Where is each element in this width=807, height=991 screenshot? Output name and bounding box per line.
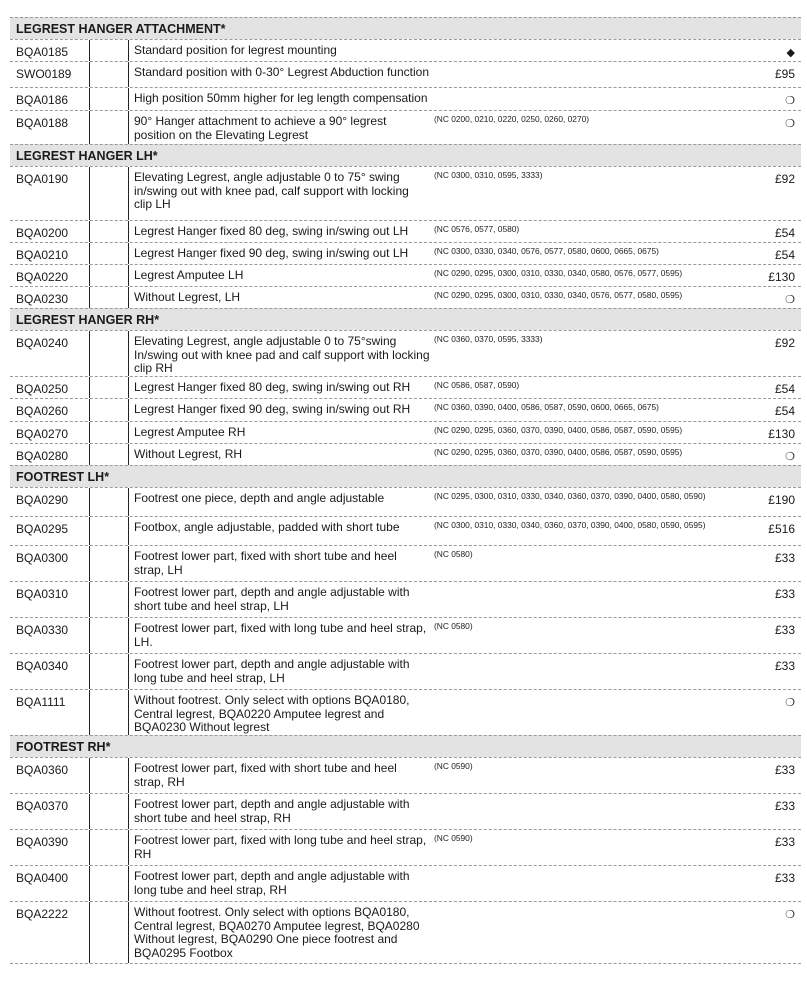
option-row [10, 87, 801, 110]
option-code: BQA0270 [16, 427, 69, 441]
not-compatible-note: (NC 0576, 0577, 0580) [434, 224, 520, 234]
option-description: Standard position with 0-30° Legrest Abduction function [134, 65, 429, 79]
option-description: Footrest one piece, depth and angle adjustable [134, 491, 385, 505]
section-header: FOOTREST LH* [10, 465, 801, 487]
option-row [10, 516, 801, 545]
option-code: BQA0330 [16, 623, 69, 637]
option-price: £54 [774, 226, 795, 240]
selection-checkbox[interactable] [89, 444, 129, 465]
option-price: £516 [768, 522, 795, 536]
option-code: BQA0300 [16, 551, 69, 565]
option-row [10, 793, 801, 829]
not-compatible-note: (NC 0200, 0210, 0220, 0250, 0260, 0270) [434, 114, 590, 124]
not-compatible-note: (NC 0290, 0295, 0300, 0310, 0330, 0340, 0580, 0576, 0577, 0595) [434, 268, 683, 278]
not-compatible-note: (NC 0295, 0300, 0310, 0330, 0340, 0360, 0370, 0390, 0400, 0580, 0590) [434, 491, 706, 501]
not-compatible-note: (NC 0360, 0390, 0400, 0586, 0587, 0590, 0600, 0665, 0675) [434, 402, 659, 412]
option-row [10, 581, 801, 617]
option-description: Footrest lower part, fixed with short tube and heel strap, LH [134, 549, 397, 577]
option-code: BQA0295 [16, 522, 69, 536]
option-code: BQA0340 [16, 659, 69, 673]
selection-checkbox[interactable] [89, 690, 129, 735]
option-price: £33 [774, 551, 795, 565]
not-compatible-note: (NC 0300, 0330, 0340, 0576, 0577, 0580, 0600, 0665, 0675) [434, 246, 659, 256]
option-description: Footbox, angle adjustable, padded with short tube [134, 520, 400, 534]
option-row [10, 443, 801, 465]
selection-checkbox[interactable] [89, 582, 129, 617]
selection-checkbox[interactable] [89, 62, 129, 87]
not-compatible-note: (NC 0580) [434, 549, 473, 559]
option-row [10, 220, 801, 242]
not-compatible-note: (NC 0360, 0370, 0595, 3333) [434, 334, 543, 344]
option-description: Legrest Hanger fixed 90 deg, swing in/swing out LH [134, 246, 409, 260]
not-compatible-note: (NC 0300, 0310, 0330, 0340, 0360, 0370, 0390, 0400, 0580, 0590, 0595) [434, 520, 706, 530]
selection-checkbox[interactable] [89, 111, 129, 144]
not-compatible-note: (NC 0586, 0587, 0590) [434, 380, 520, 390]
option-code: BQA0290 [16, 493, 69, 507]
table-end-rule [10, 963, 801, 964]
option-description: Legrest Amputee RH [134, 425, 246, 439]
selection-checkbox[interactable] [89, 287, 129, 308]
option-code: BQA1111 [16, 695, 66, 709]
option-code: SWO0189 [16, 67, 72, 81]
selection-checkbox[interactable] [89, 331, 129, 376]
availability-symbol: ❍ [785, 697, 795, 709]
option-code: BQA0310 [16, 587, 69, 601]
option-row [10, 39, 801, 61]
option-code: BQA0185 [16, 45, 69, 59]
option-price: £54 [774, 404, 795, 418]
option-price: £190 [768, 493, 795, 507]
option-price: £33 [774, 835, 795, 849]
option-row [10, 330, 801, 376]
option-price: £130 [768, 427, 795, 441]
option-row [10, 829, 801, 865]
option-row [10, 653, 801, 689]
option-row [10, 901, 801, 963]
selection-checkbox[interactable] [89, 265, 129, 286]
selection-checkbox[interactable] [89, 654, 129, 689]
selection-checkbox[interactable] [89, 422, 129, 443]
availability-symbol: ❍ [785, 451, 795, 463]
selection-checkbox[interactable] [89, 488, 129, 516]
selection-checkbox[interactable] [89, 40, 129, 61]
option-code: BQA0230 [16, 292, 69, 306]
option-row [10, 757, 801, 793]
selection-checkbox[interactable] [89, 618, 129, 653]
option-description: Legrest Hanger fixed 90 deg, swing in/swing out RH [134, 402, 411, 416]
option-row [10, 421, 801, 443]
option-description: Elevating Legrest, angle adjustable 0 to 75°swing In/swing out with knee pad and calf support with locking clip RH [134, 334, 430, 376]
option-code: BQA0250 [16, 382, 69, 396]
option-code: BQA0370 [16, 799, 69, 813]
option-row [10, 376, 801, 398]
option-description: Standard position for legrest mounting [134, 43, 337, 57]
option-description: Legrest Hanger fixed 80 deg, swing in/swing out RH [134, 380, 411, 394]
option-price: £33 [774, 763, 795, 777]
availability-symbol: ❍ [785, 118, 795, 130]
option-description: Without footrest. Only select with options BQA0180, Central legrest, BQA0270 Amputee legrest, BQA0280 Without legrest, BQA0290 One piece footrest and BQA0295 Footbox [134, 905, 420, 960]
option-row [10, 61, 801, 87]
option-code: BQA0200 [16, 226, 69, 240]
option-description: Without Legrest, RH [134, 447, 243, 461]
option-description: 90° Hanger attachment to achieve a 90° legrest position on the Elevating Legrest [134, 114, 387, 142]
section-header: LEGREST HANGER RH* [10, 308, 801, 330]
selection-checkbox[interactable] [89, 243, 129, 264]
option-description: Footrest lower part, depth and angle adjustable with long tube and heel strap, LH [134, 657, 410, 685]
not-compatible-note: (NC 0590) [434, 833, 473, 843]
option-price: £54 [774, 248, 795, 262]
option-code: BQA0260 [16, 404, 69, 418]
not-compatible-note: (NC 0290, 0295, 0300, 0310, 0330, 0340, 0576, 0577, 0580, 0595) [434, 290, 683, 300]
option-code: BQA0400 [16, 871, 69, 885]
option-price: £33 [774, 799, 795, 813]
section-header: LEGREST HANGER ATTACHMENT* [10, 17, 801, 39]
option-row [10, 110, 801, 144]
availability-symbol: ❍ [785, 909, 795, 921]
option-code: BQA0188 [16, 116, 69, 130]
options-table [10, 17, 801, 964]
section-header: FOOTREST RH* [10, 735, 801, 757]
option-row [10, 487, 801, 516]
option-price: £92 [774, 336, 795, 350]
selection-checkbox[interactable] [89, 377, 129, 398]
option-row [10, 264, 801, 286]
selection-checkbox[interactable] [89, 794, 129, 829]
option-description: Footrest lower part, fixed with long tube and heel strap, LH. [134, 621, 427, 649]
availability-symbol: ◆ [786, 47, 795, 59]
option-code: BQA0186 [16, 93, 69, 107]
selection-checkbox[interactable] [89, 866, 129, 901]
option-price: £130 [768, 270, 795, 284]
option-price: £33 [774, 623, 795, 637]
option-row [10, 398, 801, 421]
selection-checkbox[interactable] [89, 517, 129, 545]
selection-checkbox[interactable] [89, 830, 129, 865]
option-description: Footrest lower part, fixed with short tube and heel strap, RH [134, 761, 397, 789]
option-code: BQA0390 [16, 835, 69, 849]
option-row [10, 286, 801, 308]
option-description: Footrest lower part, depth and angle adjustable with long tube and heel strap, RH [134, 869, 410, 897]
option-description: Footrest lower part, depth and angle adjustable with short tube and heel strap, LH [134, 585, 410, 613]
selection-checkbox[interactable] [89, 88, 129, 110]
option-description: Footrest lower part, depth and angle adjustable with short tube and heel strap, RH [134, 797, 410, 825]
option-description: Legrest Hanger fixed 80 deg, swing in/swing out LH [134, 224, 409, 238]
option-price: £92 [774, 172, 795, 186]
option-code: BQA0360 [16, 763, 69, 777]
not-compatible-note: (NC 0290, 0295, 0360, 0370, 0390, 0400, 0586, 0587, 0590, 0595) [434, 447, 683, 457]
selection-checkbox[interactable] [89, 399, 129, 421]
option-code: BQA2222 [16, 907, 69, 921]
option-description: Elevating Legrest, angle adjustable 0 to 75° swing in/swing out with knee pad, calf support with locking clip LH [134, 170, 409, 212]
option-description: Without Legrest, LH [134, 290, 241, 304]
availability-symbol: ❍ [785, 294, 795, 306]
option-price: £33 [774, 871, 795, 885]
option-description: High position 50mm higher for leg length compensation [134, 91, 428, 105]
option-row [10, 689, 801, 735]
availability-symbol: ❍ [785, 95, 795, 107]
option-code: BQA0280 [16, 449, 69, 463]
option-row [10, 617, 801, 653]
option-row [10, 865, 801, 901]
option-code: BQA0220 [16, 270, 69, 284]
selection-checkbox[interactable] [89, 167, 129, 220]
not-compatible-note: (NC 0580) [434, 621, 473, 631]
selection-checkbox[interactable] [89, 221, 129, 242]
option-code: BQA0240 [16, 336, 69, 350]
option-row [10, 545, 801, 581]
option-description: Without footrest. Only select with options BQA0180, Central legrest, BQA0220 Amputee legrest and BQA0230 Without legrest [134, 693, 410, 735]
not-compatible-note: (NC 0300, 0310, 0595, 3333) [434, 170, 543, 180]
section-header: LEGREST HANGER LH* [10, 144, 801, 166]
option-price: £95 [774, 67, 795, 81]
option-description: Footrest lower part, fixed with long tube and heel strap, RH [134, 833, 427, 861]
option-row [10, 166, 801, 220]
selection-checkbox[interactable] [89, 546, 129, 581]
selection-checkbox[interactable] [89, 902, 129, 963]
option-code: BQA0210 [16, 248, 69, 262]
option-price: £33 [774, 587, 795, 601]
option-description: Legrest Amputee LH [134, 268, 244, 282]
selection-checkbox[interactable] [89, 758, 129, 793]
option-code: BQA0190 [16, 172, 69, 186]
not-compatible-note: (NC 0590) [434, 761, 473, 771]
option-price: £54 [774, 382, 795, 396]
not-compatible-note: (NC 0290, 0295, 0360, 0370, 0390, 0400, 0586, 0587, 0590, 0595) [434, 425, 683, 435]
option-row [10, 242, 801, 264]
option-price: £33 [774, 659, 795, 673]
